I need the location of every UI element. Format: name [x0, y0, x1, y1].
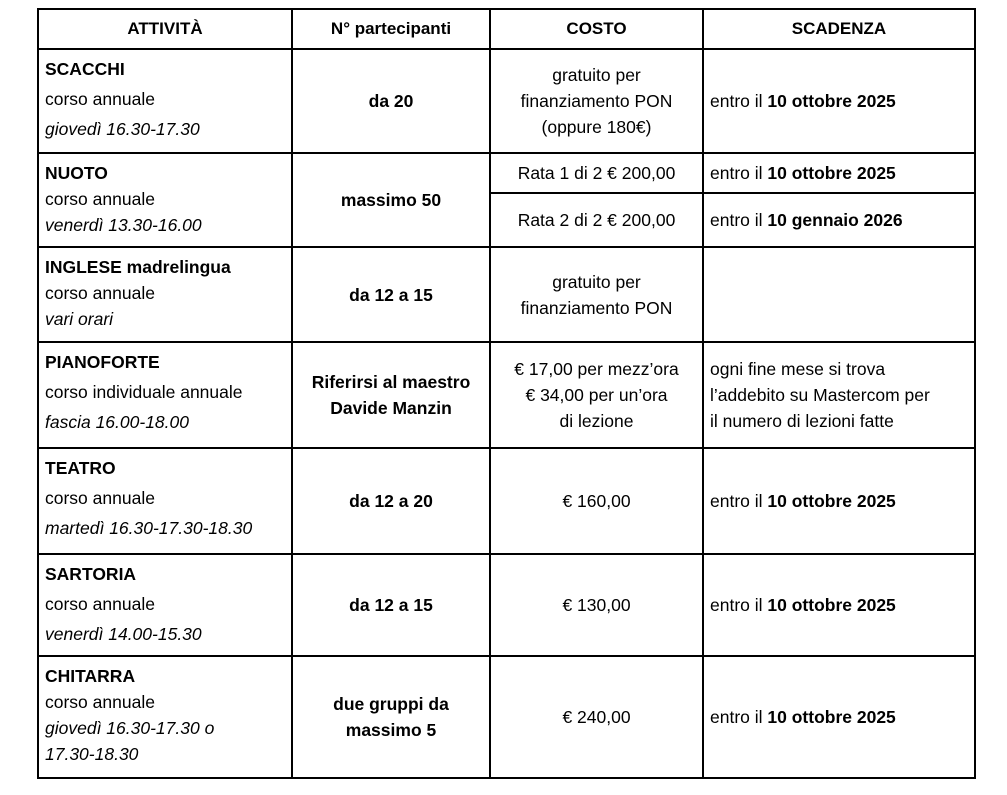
deadline-date: 10 ottobre 2025: [767, 595, 896, 615]
participants-cell: da 12 a 15: [292, 554, 490, 656]
activity-cell: [38, 342, 292, 448]
cost-cell: € 130,00: [490, 554, 703, 656]
participants-line: Riferirsi al maestro: [311, 372, 471, 392]
cost-line: finanziamento PON: [520, 91, 673, 111]
cost-line: € 17,00 per mezz’ora: [514, 359, 679, 379]
deadline-cell: [703, 49, 975, 153]
activity-cell: [38, 656, 292, 778]
activity-cell: [38, 247, 292, 342]
deadline-date: 10 ottobre 2025: [767, 707, 896, 727]
activity-title: PIANOFORTE: [45, 352, 160, 372]
cost-cell: Rata 2 di 2 € 200,00: [490, 193, 703, 247]
participants-cell: [292, 342, 490, 448]
cost-line: di lezione: [559, 411, 634, 431]
activity-type: corso annuale: [45, 89, 155, 109]
deadline-date: 10 ottobre 2025: [767, 91, 896, 111]
activity-time: 17.30-18.30: [45, 744, 139, 764]
table-row: [38, 342, 975, 448]
activity-type: corso annuale: [45, 594, 155, 614]
deadline-line: l’addebito su Mastercom per: [710, 385, 930, 405]
deadline-line: il numero di lezioni fatte: [710, 411, 894, 431]
table-row: [38, 554, 975, 656]
cost-cell: [490, 49, 703, 153]
deadline-cell: [703, 656, 975, 778]
cost-cell: [490, 247, 703, 342]
deadline-prefix: entro il: [710, 91, 768, 111]
cost-line: (oppure 180€): [541, 117, 652, 137]
cost-cell: Rata 1 di 2 € 200,00: [490, 153, 703, 193]
header-row: [38, 9, 975, 49]
activity-title: CHITARRA: [45, 666, 136, 686]
header-cost: COSTO: [490, 9, 703, 49]
table-row: [38, 247, 975, 342]
table-row: [38, 656, 975, 778]
activity-title: NUOTO: [45, 163, 108, 183]
cost-line: gratuito per: [552, 65, 641, 85]
participants-cell: massimo 50: [292, 153, 490, 247]
activity-time: vari orari: [45, 309, 114, 329]
participants-cell: da 20: [292, 49, 490, 153]
cost-line: finanziamento PON: [520, 297, 673, 318]
activity-title: INGLESE madrelingua: [45, 257, 231, 277]
table-row: [38, 448, 975, 554]
deadline-prefix: entro il: [710, 210, 768, 230]
activity-title: TEATRO: [45, 458, 116, 478]
cost-line: gratuito per: [552, 271, 641, 292]
activity-type: corso annuale: [45, 283, 155, 303]
activity-cell: [38, 153, 292, 247]
participants-cell: [292, 656, 490, 778]
activity-time: giovedì 16.30-17.30: [45, 119, 200, 139]
deadline-line: ogni fine mese si trova: [710, 359, 886, 379]
header-participants: N° partecipanti: [292, 9, 490, 49]
participants-cell: da 12 a 20: [292, 448, 490, 554]
cost-cell: € 240,00: [490, 656, 703, 778]
cost-cell: € 160,00: [490, 448, 703, 554]
activities-table: [37, 8, 976, 779]
activity-time: fascia 16.00-18.00: [45, 412, 189, 432]
table-row: [38, 49, 975, 153]
activity-cell: [38, 554, 292, 656]
deadline-prefix: entro il: [710, 491, 768, 511]
deadline-cell: [703, 193, 975, 247]
activity-type: corso individuale annuale: [45, 382, 243, 402]
activity-time: martedì 16.30-17.30-18.30: [45, 518, 253, 538]
activity-cell: [38, 448, 292, 554]
activity-title: SARTORIA: [45, 564, 137, 584]
activity-type: corso annuale: [45, 692, 155, 712]
header-deadline: SCADENZA: [703, 9, 975, 49]
cost-cell: [490, 342, 703, 448]
activity-time: venerdì 14.00-15.30: [45, 624, 202, 644]
participants-line: due gruppi da: [333, 694, 449, 714]
header-activity: ATTIVITÀ: [38, 9, 292, 49]
activity-title: SCACCHI: [45, 59, 125, 79]
deadline-date: 10 gennaio 2026: [767, 210, 903, 230]
participants-cell: da 12 a 15: [292, 247, 490, 342]
deadline-cell: [703, 554, 975, 656]
cost-line: € 34,00 per un’ora: [525, 385, 668, 405]
deadline-prefix: entro il: [710, 595, 768, 615]
deadline-cell: [703, 153, 975, 193]
deadline-date: 10 ottobre 2025: [767, 491, 896, 511]
activity-time: venerdì 13.30-16.00: [45, 215, 202, 235]
deadline-prefix: entro il: [710, 707, 768, 727]
deadline-cell: [703, 342, 975, 448]
activity-type: corso annuale: [45, 488, 155, 508]
table-row: [38, 153, 975, 193]
deadline-cell: [703, 247, 975, 342]
activity-cell: [38, 49, 292, 153]
activity-time: giovedì 16.30-17.30 o: [45, 718, 215, 738]
deadline-cell: [703, 448, 975, 554]
deadline-prefix: entro il: [710, 163, 768, 183]
participants-line: massimo 5: [345, 720, 437, 740]
activity-type: corso annuale: [45, 189, 155, 209]
deadline-date: 10 ottobre 2025: [767, 163, 896, 183]
participants-line: Davide Manzin: [330, 398, 452, 418]
